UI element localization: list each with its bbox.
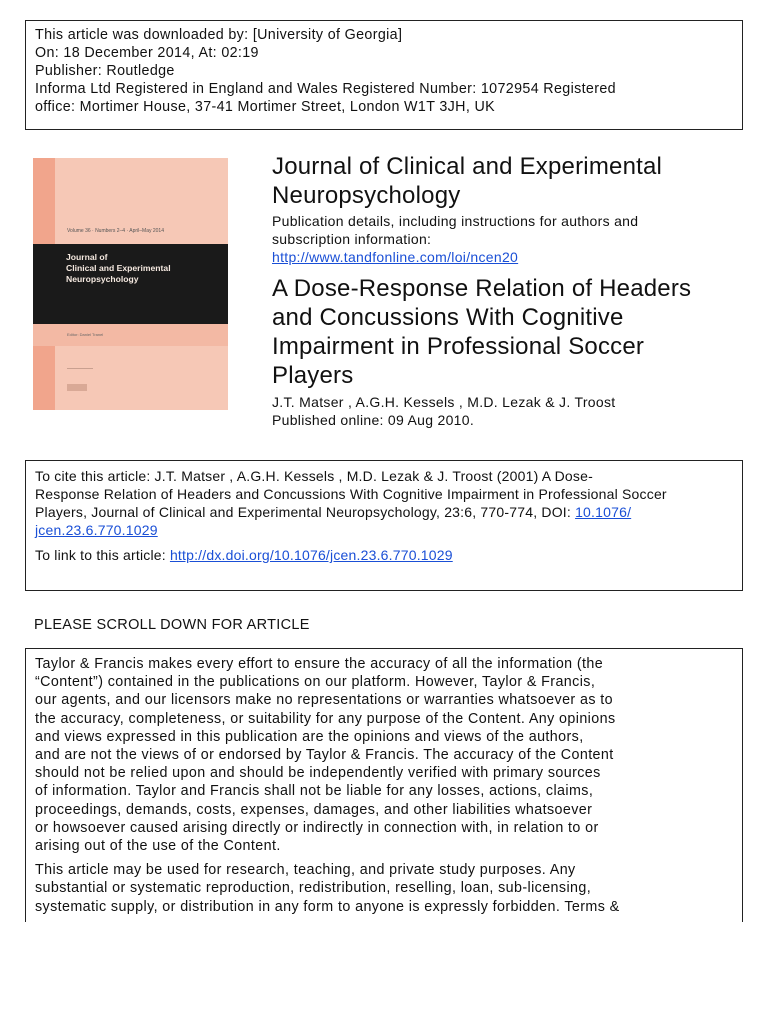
- journal-title: [272, 152, 742, 210]
- download-date-line: On: 18 December 2014, At: 02:19: [35, 45, 259, 61]
- article-doi-url-link[interactable]: http://dx.doi.org/10.1076/jcen.23.6.770.1029: [169, 547, 453, 563]
- article-title-line: Players: [272, 362, 354, 389]
- citation-box: [25, 460, 743, 591]
- disclaimer-line: substantial or systematic reproduction, redistribution, reselling, loan, sub-licensing,: [35, 880, 592, 897]
- publisher-line: Publisher: Routledge: [35, 63, 175, 79]
- cover-title: [66, 252, 226, 285]
- cover-editor-text: Editor: Daniel Tranel: [67, 332, 104, 337]
- download-info-box: [25, 20, 743, 130]
- disclaimer-line: and views expressed in this publication are the opinions and views of the authors,: [35, 728, 584, 745]
- doi-link[interactable]: 10.1076/: [575, 504, 632, 520]
- article-link-line: [35, 546, 733, 564]
- citation-text: Players, Journal of Clinical and Experimental Neuropsychology, 23:6, 770-774, DOI:: [35, 504, 576, 520]
- disclaimer-line: arising out of the use of the Content.: [35, 838, 281, 855]
- disclaimer-paragraph: [35, 655, 733, 855]
- article-link-label: To link to this article:: [35, 547, 170, 563]
- scroll-down-notice: PLEASE SCROLL DOWN FOR ARTICLE: [34, 617, 310, 633]
- cover-volume-text: Volume 36 · Numbers 2–4 · April–May 2014: [67, 228, 164, 234]
- journal-title-line: Neuropsychology: [272, 182, 461, 209]
- disclaimer-line: the accuracy, completeness, or suitability for any purpose of the Content. Any opinions: [35, 710, 616, 727]
- publisher-mark-icon: [67, 384, 87, 391]
- doi-link-continued[interactable]: jcen.23.6.770.1029: [35, 522, 158, 538]
- citation-line: [35, 521, 733, 539]
- disclaimer-line: our agents, and our licensors make no representations or warranties whatsoever as to: [35, 692, 613, 709]
- office-line: office: Mortimer House, 37-41 Mortimer Street, London W1T 3JH, UK: [35, 99, 496, 115]
- disclaimer-line: This article may be used for research, teaching, and private study purposes. Any: [35, 862, 576, 879]
- citation-line: To cite this article: J.T. Matser , A.G.H. Kessels , M.D. Lezak & J. Troost (2001) A Dose-: [35, 468, 593, 484]
- publisher-logo-icon: [67, 368, 93, 379]
- article-title: [272, 274, 742, 390]
- cover-title-line: Clinical and Experimental: [66, 263, 171, 273]
- journal-url-link[interactable]: http://www.tandfonline.com/loi/ncen20: [272, 249, 519, 265]
- article-authors: J.T. Matser , A.G.H. Kessels , M.D. Lezak & J. Troost: [272, 394, 616, 410]
- journal-cover-image: [33, 158, 228, 410]
- journal-info: [272, 152, 742, 429]
- citation-line: [35, 503, 733, 521]
- disclaimer-line: should not be relied upon and should be independently verified with primary sources: [35, 765, 601, 782]
- disclaimer-line: of information. Taylor and Francis shall not be liable for any losses, actions, claims,: [35, 783, 594, 800]
- disclaimer-line: Taylor & Francis makes every effort to ensure the accuracy of all the information (the: [35, 656, 604, 672]
- article-title-line: Impairment in Professional Soccer: [272, 333, 645, 360]
- article-title-line: A Dose-Response Relation of Headers: [272, 275, 692, 302]
- publication-details-line: subscription information:: [272, 231, 432, 247]
- disclaimer-line: “Content”) contained in the publications on our platform. However, Taylor & Francis,: [35, 674, 596, 691]
- disclaimer-line: or howsoever caused arising directly or indirectly in connection with, in relation to or: [35, 819, 599, 836]
- download-line: This article was downloaded by: [University of Georgia]: [35, 27, 403, 43]
- publication-details: [272, 212, 742, 248]
- cover-title-line: Neuropsychology: [66, 274, 139, 284]
- disclaimer-line: and are not the views of or endorsed by Taylor & Francis. The accuracy of the Content: [35, 747, 614, 764]
- journal-title-line: Journal of Clinical and Experimental: [272, 153, 663, 180]
- disclaimer-line: systematic supply, or distribution in any form to anyone is expressly forbidden. Terms &: [35, 898, 620, 915]
- published-date: Published online: 09 Aug 2010.: [272, 412, 475, 428]
- disclaimer-box: [25, 648, 743, 938]
- publication-details-line: Publication details, including instructions for authors and: [272, 213, 639, 229]
- citation-line: Response Relation of Headers and Concussions With Cognitive Impairment in Professional Soccer: [35, 486, 667, 502]
- registration-line: Informa Ltd Registered in England and Wales Registered Number: 1072954 Registered: [35, 81, 616, 97]
- disclaimer-line: proceedings, demands, costs, expenses, damages, and other liabilities whatsoever: [35, 801, 593, 818]
- cover-title-line: Journal of: [66, 252, 108, 262]
- article-title-line: and Concussions With Cognitive: [272, 304, 624, 331]
- disclaimer-paragraph: [35, 861, 733, 916]
- page-blank-area: [0, 922, 768, 1024]
